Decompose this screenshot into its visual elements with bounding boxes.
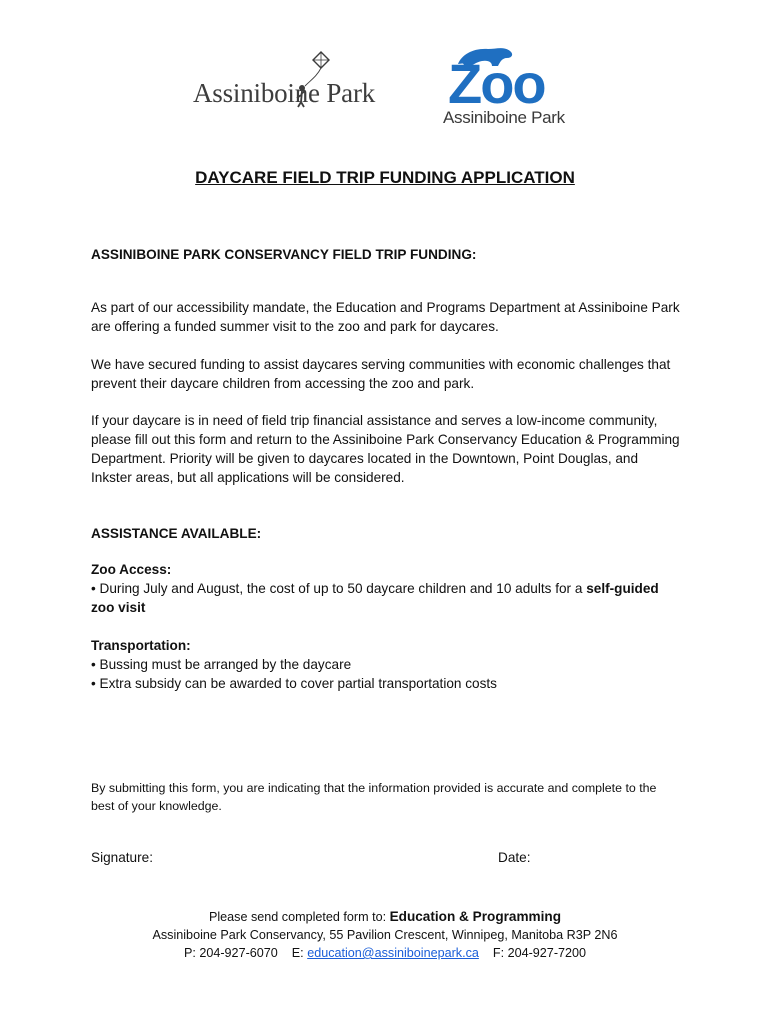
paragraph-eligibility: If your daycare is in need of field trip financial assistance and serves a low-income community, please fill out this form and return to the Assiniboine Park Conservancy Education & Programming Department. Priority will be given to daycares located in the Downtown, Point Douglas, and Inkster areas, but all applications will be considered.: [91, 413, 680, 485]
page-title: DAYCARE FIELD TRIP FUNDING APPLICATION: [195, 168, 575, 187]
footer-fax: F: 204-927-7200: [492, 946, 587, 960]
zoo-subtitle: Assiniboine Park: [443, 108, 565, 127]
section-heading-assistance: ASSISTANCE AVAILABLE:: [91, 526, 262, 541]
park-name-text: Assiniboine Park: [193, 78, 376, 108]
paragraph-mandate: As part of our accessibility mandate, the Education and Programs Department at Assiniboine Park are offering a funded summer visit to the zoo and park for daycares.: [91, 300, 680, 334]
paragraph-funding: We have secured funding to assist daycares serving communities with economic challenges that prevent their daycare children from accessing the zoo and park.: [91, 357, 671, 391]
footer-email-link[interactable]: education@assiniboinepark.ca: [307, 946, 479, 960]
zoo-access-heading: Zoo Access:: [91, 562, 172, 577]
zoo-wordmark: Zoo: [448, 52, 545, 115]
footer-address: Assiniboine Park Conservancy, 55 Pavilion Crescent, Winnipeg, Manitoba R3P 2N6: [152, 928, 618, 942]
footer-send-to: Please send completed form to:: [208, 910, 390, 924]
zoo-logo: [440, 42, 580, 132]
footer-send-line: [0, 907, 770, 927]
footer-contact-line: [0, 944, 770, 963]
zoo-access-bullet-text: • During July and August, the cost of up to 50 daycare children and 10 adults for a: [91, 581, 587, 596]
signature-label: Signature:: [91, 850, 153, 865]
footer-email-prefix: E:: [291, 946, 308, 960]
declaration-text: By submitting this form, you are indicating that the information provided is accurate and complete to the best of your knowledge.: [91, 781, 657, 813]
footer-phone: P: 204-927-6070: [183, 946, 278, 960]
zoo-access-bullet-bold: self-guided zoo visit: [91, 581, 659, 615]
zoo-access-bullet: [91, 579, 681, 617]
date-label: Date:: [498, 850, 531, 865]
footer-department: Education & Programming: [389, 909, 562, 924]
section-heading-funding: ASSINIBOINE PARK CONSERVANCY FIELD TRIP FUNDING:: [91, 247, 477, 262]
assiniboine-park-logo: [193, 50, 408, 112]
transportation-bullet-subsidy: • Extra subsidy can be awarded to cover partial transportation costs: [91, 676, 497, 691]
transportation-heading: Transportation:: [91, 638, 191, 653]
transportation-bullet-bussing: • Bussing must be arranged by the daycare: [91, 657, 352, 672]
